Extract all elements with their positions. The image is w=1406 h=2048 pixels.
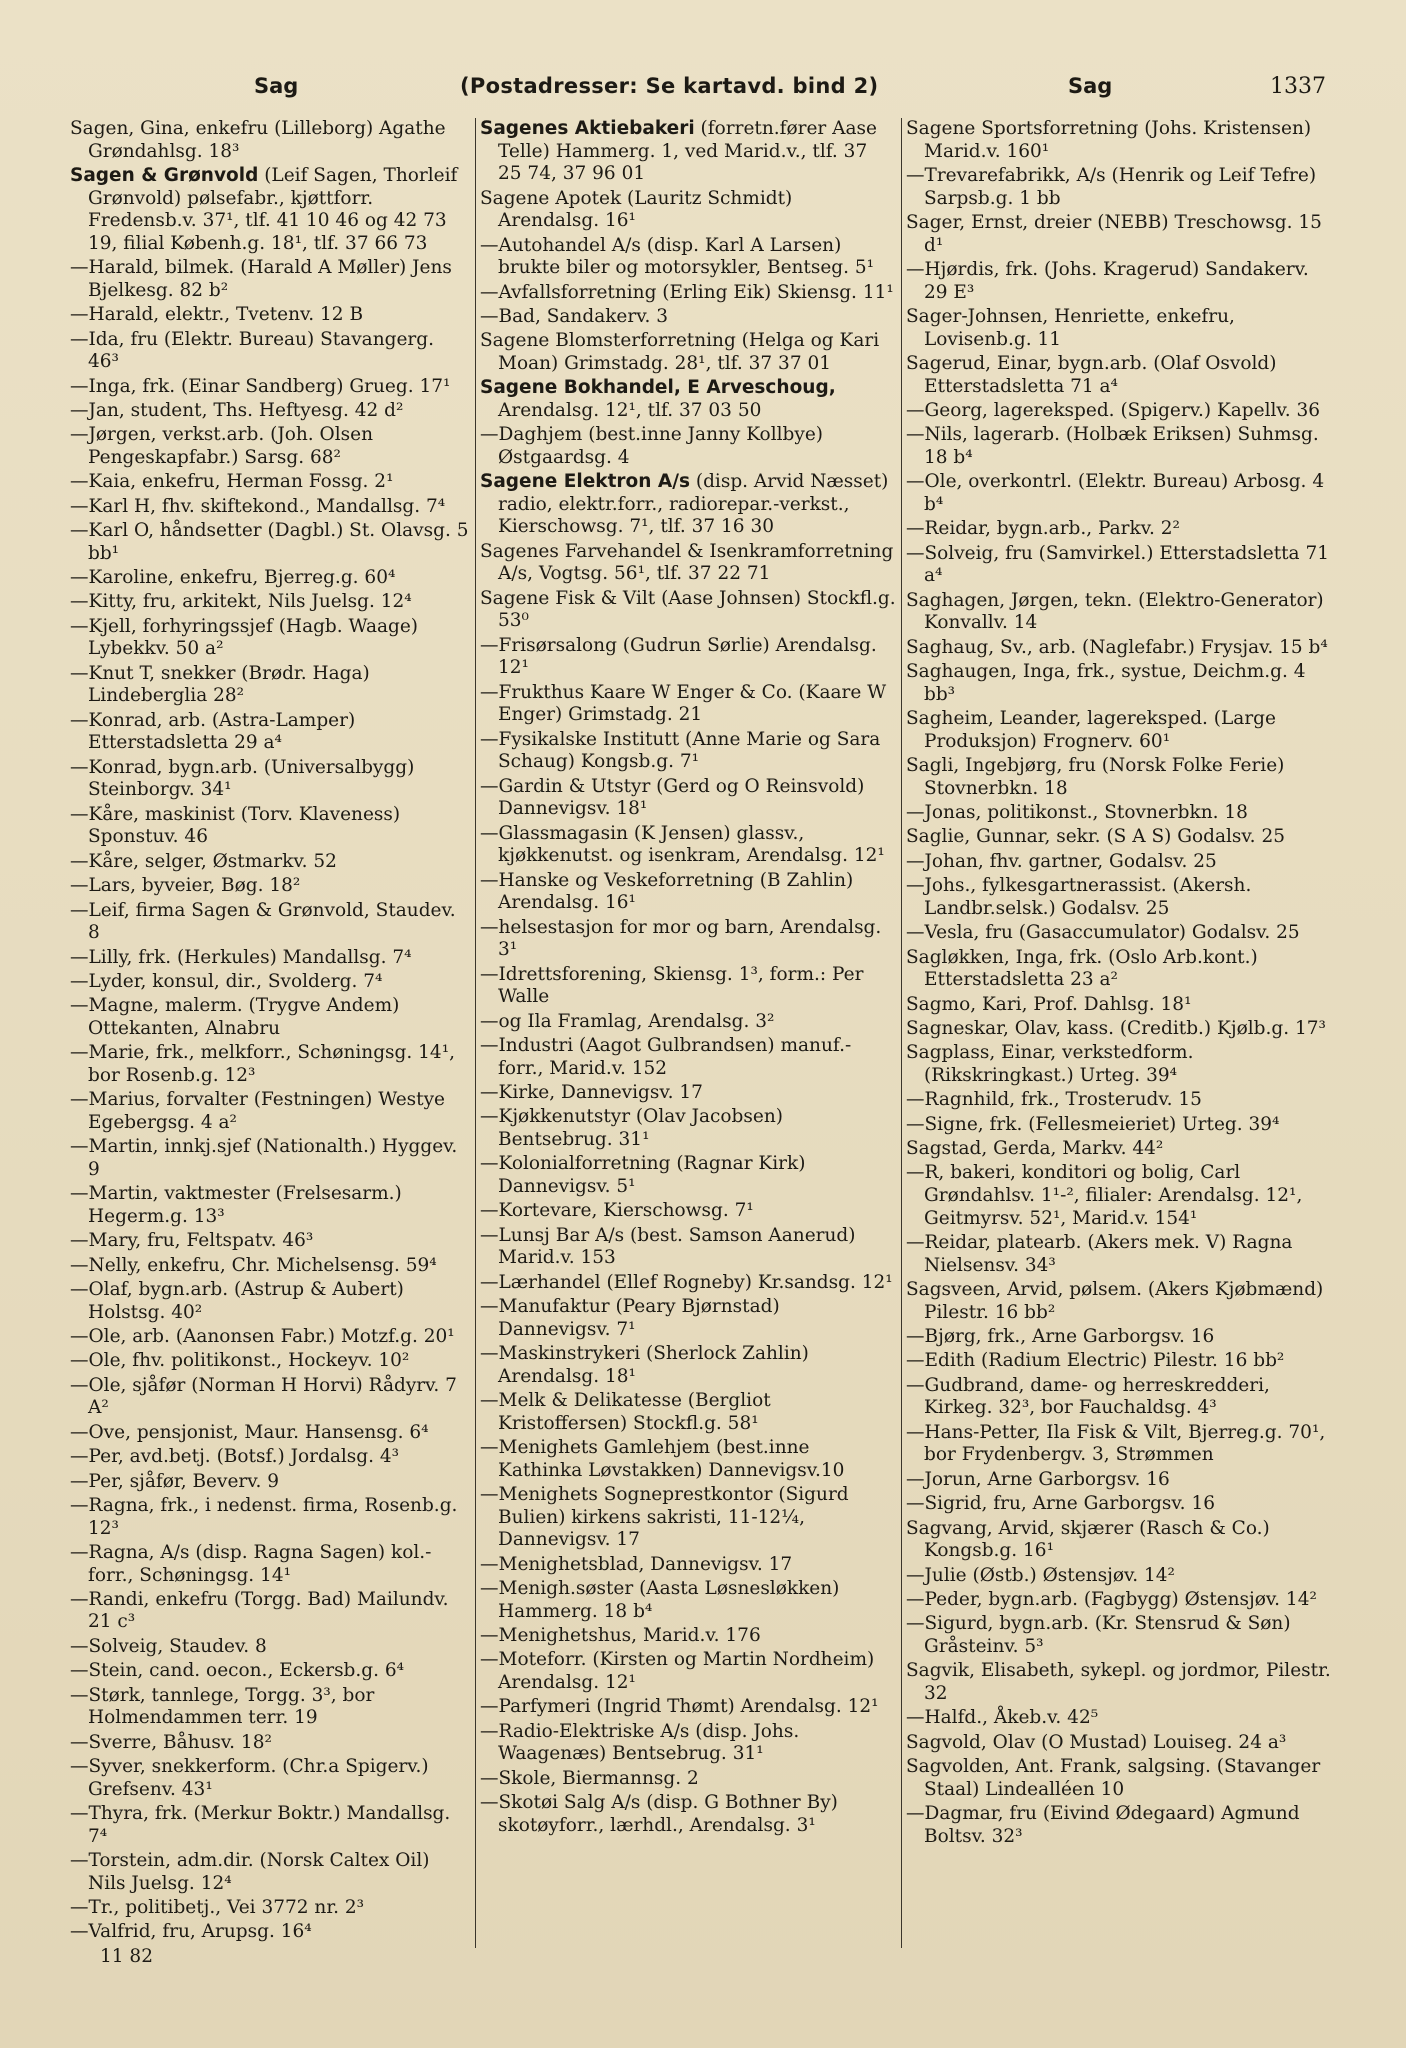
entry-text: —Konrad, arb. (Astra-Lamper) Etterstadsletta 29 a⁴	[70, 709, 356, 754]
directory-entry	[480, 118, 896, 186]
directory-entry	[70, 1089, 470, 1134]
directory-entry	[70, 900, 470, 945]
directory-entry	[906, 1732, 1336, 1755]
entry-text: —Konrad, bygn.arb. (Universalbygg) Steinborgv. 34¹	[70, 756, 415, 801]
directory-entry	[480, 306, 896, 329]
entry-text: —Martin, vaktmester (Frelsesarm.) Hegerm.g. 13³	[70, 1183, 402, 1227]
directory-entry	[906, 590, 1336, 635]
directory-entry	[70, 1660, 470, 1683]
directory-entry	[906, 165, 1336, 210]
entry-text: —R, bakeri, konditori og bolig, Carl Grøndahlsv. 1¹-², filialer: Arendalsg. 12¹, Geitmyrsv. 52¹, Marid.v. 154¹	[906, 1162, 1303, 1229]
directory-entry	[906, 994, 1336, 1017]
directory-entry	[480, 964, 896, 1009]
entry-firm-name: Sagene Elektron A/s	[480, 471, 690, 493]
directory-entry	[70, 1350, 470, 1373]
column-footer-number: 11 82	[100, 1945, 153, 1967]
directory-entry	[480, 330, 896, 375]
directory-entry	[70, 496, 470, 519]
entry-firm-name: Sagene Bokhandel, E Arveschoug,	[480, 377, 836, 399]
directory-entry	[906, 1018, 1336, 1041]
entry-text: —Frukthus Kaare W Enger & Co. (Kaare W Enger) Grimstadg. 21	[480, 681, 887, 726]
entry-text: —Ove, pensjonist, Maur. Hansensg. 6⁴	[70, 1421, 429, 1443]
directory-entry	[480, 471, 896, 539]
entry-text: —Halfd., Åkeb.v. 42⁵	[906, 1707, 1099, 1729]
entry-text: —Karl H, fhv. skiftekond., Mandallsg. 7⁴	[70, 495, 446, 517]
header-left-keyword: Sag	[254, 74, 299, 98]
entry-text: —Sigrid, fru, Arne Garborgsv. 16	[906, 1493, 1215, 1515]
entry-text: —Julie (Østb.) Østensjøv. 14²	[906, 1564, 1175, 1586]
directory-entry	[70, 1042, 470, 1087]
directory-entry	[70, 165, 470, 255]
directory-entry	[480, 1554, 896, 1577]
directory-entry	[70, 329, 470, 374]
directory-entry	[906, 1089, 1336, 1112]
entry-text: —Lyder, konsul, dir., Svolderg. 7⁴	[70, 970, 383, 992]
directory-entry	[906, 708, 1336, 753]
directory-entry	[70, 257, 470, 302]
entry-text: —Jan, student, Ths. Heftyesg. 42 d²	[70, 399, 404, 421]
entry-text: —Peder, bygn.arb. (Fagbygg) Østensjøv. 14²	[906, 1588, 1317, 1610]
directory-entry	[906, 1493, 1336, 1516]
directory-entry	[70, 1897, 470, 1920]
directory-entry	[906, 1469, 1336, 1492]
entry-text: —Hjørdis, frk. (Johs. Kragerud) Sandakerv. 29 E³	[906, 258, 1309, 303]
directory-entry	[70, 1495, 470, 1540]
directory-entry	[480, 1106, 896, 1151]
entry-text: —Vesla, fru (Gasaccumulator) Godalsv. 25	[906, 922, 1300, 944]
entry-text: —Johan, fhv. gartner, Godalsv. 25	[906, 850, 1217, 872]
entry-text: —Sigurd, bygn.arb. (Kr. Stensrud & Søn) Gråsteinv. 5³	[906, 1613, 1291, 1657]
entry-text: —Menighets Sogneprestkontor (Sigurd Bulien) kirkens sakristi, 11-12¼, Dannevigsv. 17	[480, 1484, 849, 1551]
entry-text: —Bjørg, frk., Arne Garborgsv. 16	[906, 1325, 1215, 1347]
directory-entry	[70, 118, 470, 163]
entry-text: Sagvik, Elisabeth, sykepl. og jordmor, Pilestr. 32	[906, 1660, 1331, 1704]
entry-text: —Solveig, fru (Samvirkel.) Etterstadsletta 71 a⁴	[906, 542, 1330, 587]
directory-entry	[70, 616, 470, 661]
column-divider	[475, 118, 476, 1948]
entry-text: —Per, avd.betj. (Botsf.) Jordalsg. 4³	[70, 1446, 400, 1468]
directory-entry	[906, 922, 1336, 945]
entry-text: —Daghjem (best.inne Janny Kollbye) Østgaardsg. 4	[480, 424, 823, 468]
directory-entry	[70, 995, 470, 1040]
entry-text: —Kolonialforretning (Ragnar Kirk) Dannevigsv. 5¹	[480, 1153, 806, 1198]
directory-entry	[906, 1326, 1336, 1349]
entry-text: Sagerud, Einar, bygn.arb. (Olaf Osvold) Etterstadsletta 71 a⁴	[906, 352, 1277, 397]
directory-column-3	[906, 118, 1336, 1988]
directory-entry	[70, 1446, 470, 1469]
directory-entry	[70, 1636, 470, 1659]
directory-entry	[70, 1279, 470, 1324]
directory-entry	[906, 1279, 1336, 1324]
directory-entry	[906, 518, 1336, 541]
directory-entry	[480, 1153, 896, 1198]
entry-text: —Ida, fru (Elektr. Bureau) Stavangerg. 46³	[70, 328, 434, 373]
directory-entry	[906, 400, 1336, 423]
entry-text: —og Ila Framlag, Arendalsg. 3²	[480, 1010, 775, 1032]
entry-text: —Valfrid, fru, Arupsg. 16⁴	[70, 1921, 312, 1943]
directory-entry	[70, 1326, 470, 1349]
entry-text: —Ole, sjåfør (Norman H Horvi) Rådyrv. 7 A²	[70, 1374, 457, 1419]
entry-text: —Nelly, enkefru, Chr. Michelsensg. 59⁴	[70, 1254, 437, 1276]
directory-entry	[480, 1390, 896, 1435]
directory-entry	[480, 729, 896, 774]
entry-text: —Harald, bilmek. (Harald A Møller) Jens Bjelkesg. 82 b²	[70, 257, 452, 301]
entry-text: —Lilly, frk. (Herkules) Mandallsg. 7⁴	[70, 946, 412, 968]
directory-entry	[906, 424, 1336, 469]
directory-entry	[480, 870, 896, 915]
directory-entry	[906, 826, 1336, 849]
entry-text: Sagsveen, Arvid, pølsem. (Akers Kjøbmænd) Pilestr. 16 bb²	[906, 1279, 1324, 1323]
entry-text: —Reidar, platearb. (Akers mek. V) Ragna Nielsensv. 34³	[906, 1232, 1293, 1276]
directory-entry	[70, 1375, 470, 1420]
entry-text: —helsestasjon for mor og barn, Arendalsg. 3¹	[480, 916, 882, 961]
directory-entry	[906, 802, 1336, 825]
entry-text: —Ragnhild, frk., Trosterudv. 15	[906, 1089, 1202, 1111]
directory-entry	[906, 259, 1336, 304]
entry-text: —Ragna, frk., i nedenst. firma, Rosenb.g. 12³	[70, 1494, 458, 1539]
directory-entry	[906, 661, 1336, 706]
entry-text: Sager-Johnsen, Henriette, enkefru, Lovisenb.g. 11	[906, 305, 1235, 350]
entry-text: —Karoline, enkefru, Bjerreg.g. 60⁴	[70, 567, 396, 589]
directory-entry	[906, 1042, 1336, 1087]
entry-text: Sagvolden, Ant. Frank, salgsing. (Stavanger Staal) Lindealléen 10	[906, 1756, 1321, 1800]
header-right-keyword: Sag	[1068, 74, 1113, 98]
entry-text: —Kåre, maskinist (Torv. Klaveness) Sponstuv. 46	[70, 803, 401, 848]
directory-entry	[906, 1162, 1336, 1230]
entry-text: Sager, Ernst, dreier (NEBB) Treschowsg. 15 d¹	[906, 211, 1322, 256]
directory-entry	[480, 1082, 896, 1105]
entry-text: Sagen, Gina, enkefru (Lilleborg) Agathe Grøndahlsg. 18³	[70, 118, 446, 162]
entry-text: —Kjell, forhyringssjef (Hagb. Waage) Lybekkv. 50 a²	[70, 615, 419, 660]
entry-text: Sagene Sportsforretning (Johs. Kristensen) Marid.v. 160¹	[906, 118, 1312, 162]
entry-text: —Lærhandel (Ellef Rogneby) Kr.sandsg. 12¹	[480, 1271, 893, 1293]
directory-entry	[906, 1114, 1336, 1137]
entry-text: —Kjøkkenutstyr (Olav Jacobsen) Bentsebrug. 31¹	[480, 1106, 783, 1151]
entry-text: —Manufaktur (Peary Bjørnstad) Dannevigsv. 7¹	[480, 1296, 780, 1340]
entry-text: —Thyra, frk. (Merkur Boktr.) Mandallsg. 7⁴	[70, 1803, 451, 1847]
entry-text: Saghaug, Sv., arb. (Naglefabr.) Frysjav. 15 b⁴	[906, 636, 1328, 658]
directory-entry	[70, 971, 470, 994]
directory-entry	[70, 1803, 470, 1848]
directory-entry	[906, 1756, 1336, 1801]
directory-entry	[906, 755, 1336, 800]
directory-entry	[70, 400, 470, 423]
directory-entry	[70, 804, 470, 849]
directory-entry	[70, 1230, 470, 1253]
entry-text: —Edith (Radium Electric) Pilestr. 16 bb²	[906, 1350, 1285, 1372]
directory-entry	[480, 1437, 896, 1482]
directory-entry	[480, 1296, 896, 1341]
entry-text: —Skotøi Salg A/s (disp. G Bothner By) skotøyforr., lærhdl., Arendalsg. 3¹	[480, 1792, 838, 1836]
entry-text: —Trevarefabrikk, A/s (Henrik og Leif Tefre) Sarpsb.g. 1 bb	[906, 164, 1317, 209]
entry-text: —Karl O, håndsetter (Dagbl.) St. Olavsg. 5 bb¹	[70, 520, 469, 564]
directory-entry	[480, 1649, 896, 1694]
directory-entry	[70, 1422, 470, 1445]
directory-entry	[70, 947, 470, 970]
directory-entry	[906, 306, 1336, 351]
entry-firm-name: Sagenes Aktiebakeri	[480, 118, 695, 139]
entry-text: —Per, sjåfør, Beverv. 9	[70, 1470, 280, 1492]
entry-text: —Harald, elektr., Tvetenv. 12 B	[70, 304, 364, 326]
directory-entry	[906, 353, 1336, 398]
entry-text: —Frisørsalong (Gudrun Sørlie) Arendalsg. 12¹	[480, 634, 877, 679]
directory-entry	[906, 1422, 1336, 1467]
entry-text: —Industri (Aagot Gulbrandsen) manuf.-forr., Marid.v. 152	[480, 1035, 852, 1079]
directory-entry	[906, 1232, 1336, 1277]
directory-entry	[480, 541, 896, 586]
directory-entry	[480, 1792, 896, 1837]
directory-entry	[480, 823, 896, 868]
directory-entry	[480, 188, 896, 233]
directory-entry	[480, 1696, 896, 1719]
directory-entry	[70, 424, 470, 469]
directory-entry	[70, 757, 470, 802]
entry-text: Sagheim, Leander, lagereksped. (Large Produksjon) Frognerv. 60¹	[906, 708, 1276, 752]
directory-entry	[480, 1625, 896, 1648]
entry-text: —Jørgen, verkst.arb. (Joh. Olsen Pengeskapfabr.) Sarsg. 68²	[70, 424, 373, 468]
entry-text: —Stein, cand. oecon., Eckersb.g. 6⁴	[70, 1660, 405, 1682]
directory-entry	[480, 1721, 896, 1766]
entry-text: —Georg, lagereksped. (Spigerv.) Kapellv. 36	[906, 399, 1320, 421]
directory-column-1	[70, 118, 470, 1988]
directory-entry	[480, 235, 896, 280]
directory-entry	[480, 917, 896, 962]
entry-text: —Bad, Sandakerv. 3	[480, 305, 669, 327]
directory-entry	[906, 212, 1336, 257]
entry-text: —Marie, frk., melkforr., Schøningsg. 14¹, bor Rosenb.g. 12³	[70, 1042, 455, 1086]
directory-entry	[70, 1542, 470, 1587]
directory-entry	[906, 1660, 1336, 1705]
directory-entry	[480, 635, 896, 680]
page-header	[70, 74, 1336, 110]
directory-entry	[480, 1035, 896, 1080]
entry-text: —Avfallsforretning (Erling Eik) Skiensg. 11¹	[480, 281, 894, 303]
entry-text: —Radio-Elektriske A/s (disp. Johs. Waagenæs) Bentsebrug. 31¹	[480, 1720, 800, 1765]
directory-entry	[906, 1803, 1336, 1848]
entry-text: Sagplass, Einar, verkstedform. (Rikskringkast.) Urteg. 39⁴	[906, 1042, 1194, 1086]
entry-text: Saghaugen, Inga, frk., systue, Deichm.g. 4 bb³	[906, 661, 1306, 705]
entry-text: —Parfymeri (Ingrid Thømt) Arendalsg. 12¹	[480, 1696, 879, 1718]
directory-entry	[70, 471, 470, 494]
entry-text: Sagenes Farvehandel & Isenkramforretning A/s, Vogtsg. 56¹, tlf. 37 22 71	[480, 540, 894, 585]
entry-text: Sagvang, Arvid, skjærer (Rasch & Co.) Kongsb.g. 16¹	[906, 1517, 1270, 1562]
entry-text: —Idrettsforening, Skiensg. 1³, form.: Per Walle	[480, 963, 864, 1008]
directory-entry	[906, 118, 1336, 163]
directory-entry	[906, 1138, 1336, 1161]
directory-entry	[906, 543, 1336, 588]
directory-entry	[480, 424, 896, 469]
entry-text: —Syver, snekkerform. (Chr.a Spigerv.) Grefsenv. 43¹	[70, 1756, 429, 1800]
directory-entry	[480, 776, 896, 821]
entry-text: —Olaf, bygn.arb. (Astrup & Aubert) Holstsg. 40²	[70, 1279, 404, 1323]
entry-text: —Tr., politibetj., Vei 3772 nr. 2³	[70, 1896, 365, 1918]
directory-columns	[70, 118, 1336, 1988]
entry-text: —Solveig, Staudev. 8	[70, 1635, 267, 1657]
directory-entry	[906, 1613, 1336, 1658]
directory-entry	[70, 1685, 470, 1730]
entry-text: —Kitty, fru, arkitekt, Nils Juelsg. 12⁴	[70, 591, 412, 613]
directory-entry	[70, 567, 470, 590]
entry-text: —Signe, frk. (Fellesmeieriet) Urteg. 39⁴	[906, 1113, 1280, 1135]
directory-entry	[480, 1225, 896, 1270]
entry-text: —Knut T, snekker (Brødr. Haga) Lindeberglia 28²	[70, 662, 370, 707]
entry-text: Sagmo, Kari, Prof. Dahlsg. 18¹	[906, 993, 1192, 1015]
entry-text: —Hanske og Veskeforretning (B Zahlin) Arendalsg. 16¹	[480, 869, 854, 914]
entry-text: —Jorun, Arne Garborgsv. 16	[906, 1468, 1170, 1490]
directory-entry	[70, 1850, 470, 1895]
directory-entry	[480, 1011, 896, 1034]
entry-text: —Maskinstrykeri (Sherlock Zahlin) Arendalsg. 18¹	[480, 1343, 809, 1387]
directory-entry	[480, 682, 896, 727]
entry-text: —Hans-Petter, Ila Fisk & Vilt, Bjerreg.g. 70¹, bor Frydenbergv. 3, Strømmen	[906, 1421, 1326, 1466]
entry-text: Saglie, Gunnar, sekr. (S A S) Godalsv. 25	[906, 826, 1285, 848]
entry-text: Sagene Fisk & Vilt (Aase Johnsen) Stockfl.g. 53⁰	[480, 587, 896, 632]
entry-text: Arendalsg. 12¹, tlf. 37 03 50	[498, 399, 762, 421]
entry-text: —Størk, tannlege, Torgg. 3³, bor Holmendammen terr. 19	[70, 1684, 375, 1729]
directory-entry	[480, 377, 896, 422]
entry-text: Sagene Apotek (Lauritz Schmidt) Arendalsg. 16¹	[480, 187, 793, 232]
directory-entry	[480, 1768, 896, 1791]
directory-entry	[480, 1578, 896, 1623]
directory-entry	[906, 1565, 1336, 1588]
directory-entry	[70, 1756, 470, 1801]
entry-text: —Martin, innkj.sjef (Nationalth.) Hyggev. 9	[70, 1136, 458, 1180]
directory-entry	[70, 1471, 470, 1494]
directory-entry	[70, 376, 470, 399]
directory-entry	[906, 1518, 1336, 1563]
entry-text: —Kirke, Dannevigsv. 17	[480, 1082, 703, 1104]
directory-entry	[480, 588, 896, 633]
entry-text: —Leif, firma Sagen & Grønvold, Staudev. 8	[70, 899, 456, 944]
entry-text: —Kaia, enkefru, Herman Fossg. 2¹	[70, 471, 394, 493]
directory-entry	[70, 1183, 470, 1228]
directory-entry	[70, 875, 470, 898]
entry-text: Sagløkken, Inga, frk. (Oslo Arb.kont.) Etterstadsletta 23 a²	[906, 946, 1258, 991]
directory-entry	[70, 591, 470, 614]
entry-text: —Menighets Gamlehjem (best.inne Kathinka Løvstakken) Dannevigsv.10	[480, 1437, 845, 1481]
directory-entry	[906, 1375, 1336, 1420]
entry-text: —Jonas, politikonst., Stovnerbkn. 18	[906, 801, 1248, 823]
entry-text: —Magne, malerm. (Trygve Andem) Ottekanten, Alnabru	[70, 995, 400, 1039]
entry-text: —Kåre, selger, Østmarkv. 52	[70, 850, 337, 872]
entry-text: —Glassmagasin (K Jensen) glassv., kjøkkenutst. og isenkram, Arendalsg. 12¹	[480, 822, 885, 867]
directory-entry	[480, 1200, 896, 1223]
directory-entry	[906, 637, 1336, 660]
entry-text: —Lars, byveier, Bøg. 18²	[70, 875, 301, 897]
directory-entry	[70, 1921, 470, 1944]
entry-text: —Mary, fru, Feltspatv. 46³	[70, 1230, 314, 1252]
directory-entry	[480, 282, 896, 305]
entry-text: Sagneskar, Olav, kass. (Creditb.) Kjølb.g. 17³	[906, 1017, 1326, 1039]
directory-entry	[906, 875, 1336, 920]
directory-entry	[70, 304, 470, 327]
entry-text: —Menigh.søster (Aasta Løsnesløkken) Hammerg. 18 b⁴	[480, 1578, 840, 1622]
directory-entry	[70, 1732, 470, 1755]
entry-text: —Ole, arb. (Aanonsen Fabr.) Motzf.g. 20¹	[70, 1325, 455, 1347]
entry-firm-name: Sagen & Grønvold	[70, 164, 259, 186]
directory-entry	[70, 520, 470, 565]
directory-entry	[70, 710, 470, 755]
entry-text: —Menighetsblad, Dannevigsv. 17	[480, 1553, 793, 1575]
entry-text: —Inga, frk. (Einar Sandberg) Grueg. 17¹	[70, 375, 451, 397]
entry-text: —Ole, fhv. politikonst., Hockeyv. 10²	[70, 1350, 410, 1372]
entry-text: —Autohandel A/s (disp. Karl A Larsen) brukte biler og motorsykler, Bentseg. 5¹	[480, 234, 875, 279]
entry-text: —Skole, Biermannsg. 2	[480, 1767, 699, 1789]
directory-entry	[70, 1589, 470, 1634]
entry-text: —Melk & Delikatesse (Bergliot Kristoffersen) Stockfl.g. 58¹	[480, 1390, 771, 1434]
entry-text: —Menighetshus, Marid.v. 176	[480, 1625, 761, 1647]
header-center-note: (Postadresser: Se kartavd. bind 2)	[460, 74, 879, 98]
entry-text: —Sverre, Båhusv. 18²	[70, 1731, 272, 1753]
directory-entry	[70, 1136, 470, 1181]
entry-text: —Gardin & Utstyr (Gerd og O Reinsvold) Dannevigsv. 18¹	[480, 775, 865, 820]
column-divider	[901, 118, 902, 1948]
entry-text: —Nils, lagerarb. (Holbæk Eriksen) Suhmsg. 18 b⁴	[906, 424, 1319, 468]
entry-text: —Torstein, adm.dir. (Norsk Caltex Oil) Nils Juelsg. 12⁴	[70, 1850, 430, 1894]
directory-entry	[906, 471, 1336, 516]
entry-text: Sagene Blomsterforretning (Helga og Kari Moan) Grimstadg. 28¹, tlf. 37 37 01	[480, 330, 880, 374]
entry-text: —Ragna, A/s (disp. Ragna Sagen) kol.-forr., Schøningsg. 14¹	[70, 1541, 432, 1586]
directory-entry	[480, 1272, 896, 1295]
entry-text: Sagvold, Olav (O Mustad) Louiseg. 24 a³	[906, 1731, 1287, 1753]
directory-entry	[70, 663, 470, 708]
entry-text: —Kortevare, Kierschowsg. 7¹	[480, 1200, 754, 1222]
directory-entry	[480, 1343, 896, 1388]
entry-text: (disp. Arvid Næsset) radio, elektr.forr., radiorepar.-verkst., Kierschowsg. 7¹, tlf. 37 16 30	[498, 471, 889, 538]
directory-entry	[480, 1484, 896, 1552]
entry-text: —Lunsj Bar A/s (best. Samson Aanerud) Marid.v. 153	[480, 1224, 856, 1269]
directory-entry	[906, 1589, 1336, 1612]
directory-entry	[906, 947, 1336, 992]
entry-text: (Leif Sagen, Thorleif Grønvold) pølsefabr., kjøttforr. Fredensb.v. 37¹, tlf. 41 10 46 og 42 73 19, filial Københ.g. 18¹, tlf. 37 66 73	[88, 164, 458, 254]
entry-text: Sagstad, Gerda, Markv. 44²	[906, 1138, 1164, 1160]
entry-text: (forretn.fører Aase Telle) Hammerg. 1, ved Marid.v., tlf. 37 25 74, 37 96 01	[498, 118, 877, 185]
directory-entry	[906, 1350, 1336, 1373]
entry-text: Sagli, Ingebjørg, fru (Norsk Folke Ferie) Stovnerbkn. 18	[906, 754, 1285, 799]
entry-text: —Fysikalske Institutt (Anne Marie og Sara Schaug) Kongsb.g. 7¹	[480, 728, 881, 773]
entry-text: —Randi, enkefru (Torgg. Bad) Mailundv. 21 c³	[70, 1588, 449, 1633]
entry-text: —Ole, overkontrl. (Elektr. Bureau) Arbosg. 4 b⁴	[906, 471, 1325, 515]
directory-column-2	[480, 118, 896, 1988]
entry-text: —Dagmar, fru (Eivind Ødegaard) Agmund Boltsv. 32³	[906, 1803, 1300, 1847]
directory-entry	[906, 1707, 1336, 1730]
entry-text: —Gudbrand, dame- og herreskredderi, Kirkeg. 32³, bor Fauchaldsg. 4³	[906, 1374, 1270, 1419]
entry-text: —Reidar, bygn.arb., Parkv. 2²	[906, 518, 1180, 540]
directory-entry	[70, 851, 470, 874]
page-number: 1337	[1270, 74, 1326, 99]
directory-entry	[70, 1255, 470, 1278]
entry-text: —Moteforr. (Kirsten og Martin Nordheim) Arendalsg. 12¹	[480, 1649, 875, 1694]
entry-text: —Marius, forvalter (Festningen) Westye Egebergsg. 4 a²	[70, 1089, 445, 1133]
directory-entry	[906, 851, 1336, 874]
entry-text: Saghagen, Jørgen, tekn. (Elektro-Generator) Konvallv. 14	[906, 589, 1324, 634]
entry-text: —Johs., fylkesgartnerassist. (Akersh. Landbr.selsk.) Godalsv. 25	[906, 875, 1252, 919]
